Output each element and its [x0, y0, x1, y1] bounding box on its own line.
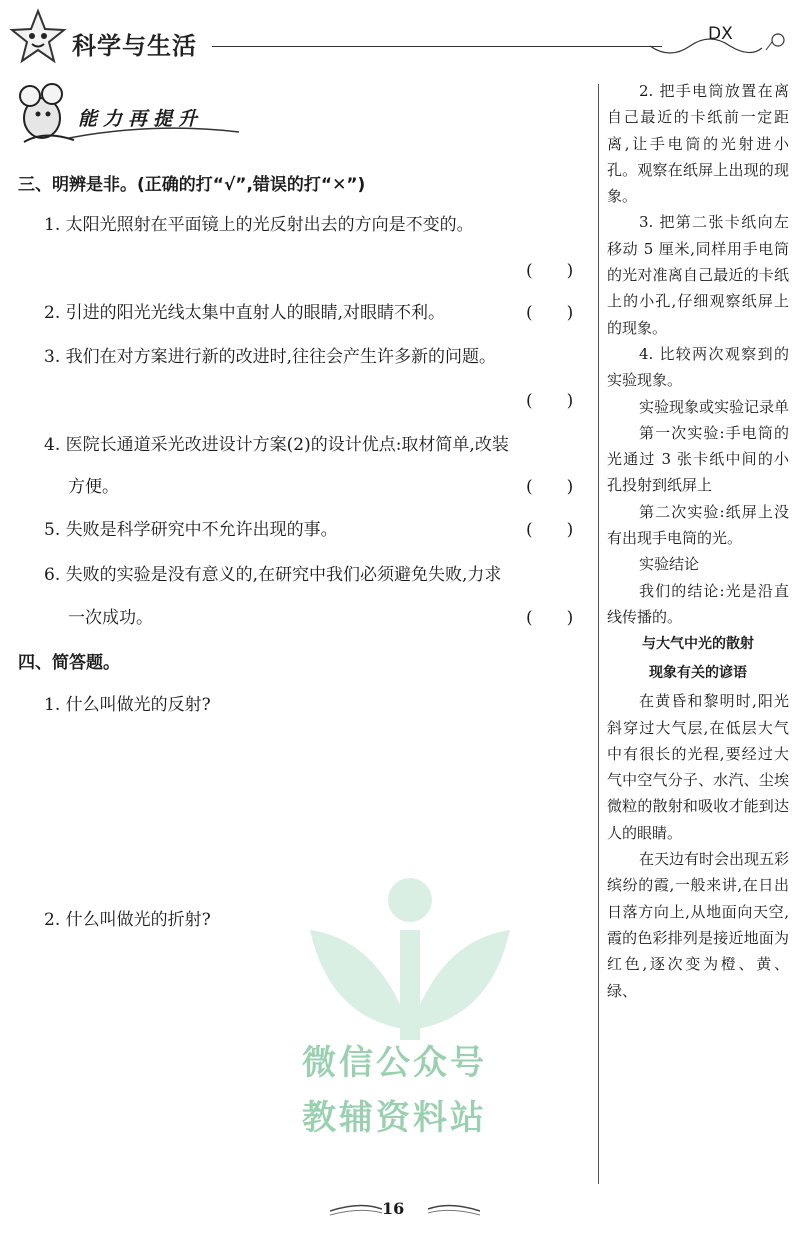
sidebar-box-paragraph: 在天边有时会出现五彩缤纷的霞,一般来讲,在日出日落方向上,从地面向天空,霞的色彩排列是接近地面为红色,逐次变为橙、黄、绿、 — [607, 850, 790, 1000]
section-banner-title: 能力再提升 — [78, 108, 204, 130]
sidebar-paragraph: 我们的结论:光是沿直线传播的。 — [607, 581, 789, 626]
question-3-3-text: 3. 我们在对方案进行新的改进时,往往会产生许多新的问题。 — [44, 347, 497, 367]
question-3-6-text-cont: 一次成功。 — [68, 608, 153, 628]
swirl-decoration-icon — [650, 30, 795, 65]
answer-blank-3-4[interactable]: ( ) — [526, 477, 574, 497]
sidebar-box-paragraph: 在黄昏和黎明时,阳光斜穿过大气层,在低层大气中有很长的光程,要经过大气中空气分子、水汽、尘埃微粒的散射和吸收才能到达人的眼睛。 — [607, 692, 789, 842]
answer-blank-3-2[interactable]: ( ) — [526, 303, 574, 323]
question-4-1-text: 1. 什么叫做光的反射? — [44, 695, 211, 715]
watermark-text-line-1: 微信公众号 — [302, 1043, 487, 1083]
question-3-4-text: 4. 医院长通道采光改进设计方案(2)的设计优点:取材简单,改装 — [44, 435, 509, 455]
footer-wave-decoration-icon — [330, 1195, 480, 1225]
sidebar-paragraph: 4. 比较两次观察到的实验现象。 — [607, 344, 789, 390]
question-4-2-text: 2. 什么叫做光的折射? — [44, 910, 211, 930]
question-3-5-text: 5. 失败是科学研究中不允许出现的事。 — [44, 520, 338, 540]
sidebar-box-title: 现象有关的谚语 — [649, 665, 747, 682]
answer-blank-3-5[interactable]: ( ) — [526, 520, 574, 540]
question-3-1-text: 1. 太阳光照射在平面镜上的光反射出去的方向是不变的。 — [44, 215, 474, 235]
section-3-heading: 三、明辨是非。(正确的打“√”,错误的打“✕”) — [18, 175, 366, 195]
sidebar-paragraph: 第二次实验:纸屏上没有出现手电筒的光。 — [607, 502, 789, 548]
sidebar-column — [607, 78, 789, 1004]
section-4-heading: 四、简答题。 — [18, 653, 120, 673]
page-number: 16 — [382, 1199, 405, 1218]
sidebar-paragraph: 实验现象或实验记录单 — [639, 397, 790, 416]
sidebar-paragraph: 3. 把第二张卡纸向左移动 5 厘米,同样用手电筒的光对准离自己最近的卡纸上的小孔,仔细观察纸屏上的现象。 — [607, 213, 789, 337]
header-code: DX — [708, 24, 733, 44]
sidebar-paragraph: 2. 把手电筒放置在离自己最近的卡纸前一定距离,让手电筒的光射进小孔。观察在纸屏上出现的现象。 — [607, 82, 789, 206]
answer-blank-3-1[interactable]: ( ) — [526, 261, 574, 281]
sidebar-paragraph: 第一次实验:手电筒的光通过 3 张卡纸中间的小孔投射到纸屏上 — [607, 423, 789, 495]
answer-blank-3-3[interactable]: ( ) — [526, 391, 574, 411]
header-title: 科学与生活 — [72, 32, 197, 60]
question-3-2-text: 2. 引进的阳光光线太集中直射人的眼睛,对眼睛不利。 — [44, 303, 446, 323]
column-divider — [598, 84, 599, 1184]
sidebar-paragraph: 实验结论 — [639, 555, 700, 574]
question-3-4-text-cont: 方便。 — [68, 477, 119, 497]
watermark-text-line-2: 教辅资料站 — [302, 1098, 487, 1138]
question-3-6-text: 6. 失败的实验是没有意义的,在研究中我们必须避免失败,力求 — [44, 565, 502, 585]
sidebar-box-title: 与大气中光的散射 — [642, 636, 754, 653]
answer-blank-3-6[interactable]: ( ) — [526, 608, 574, 628]
